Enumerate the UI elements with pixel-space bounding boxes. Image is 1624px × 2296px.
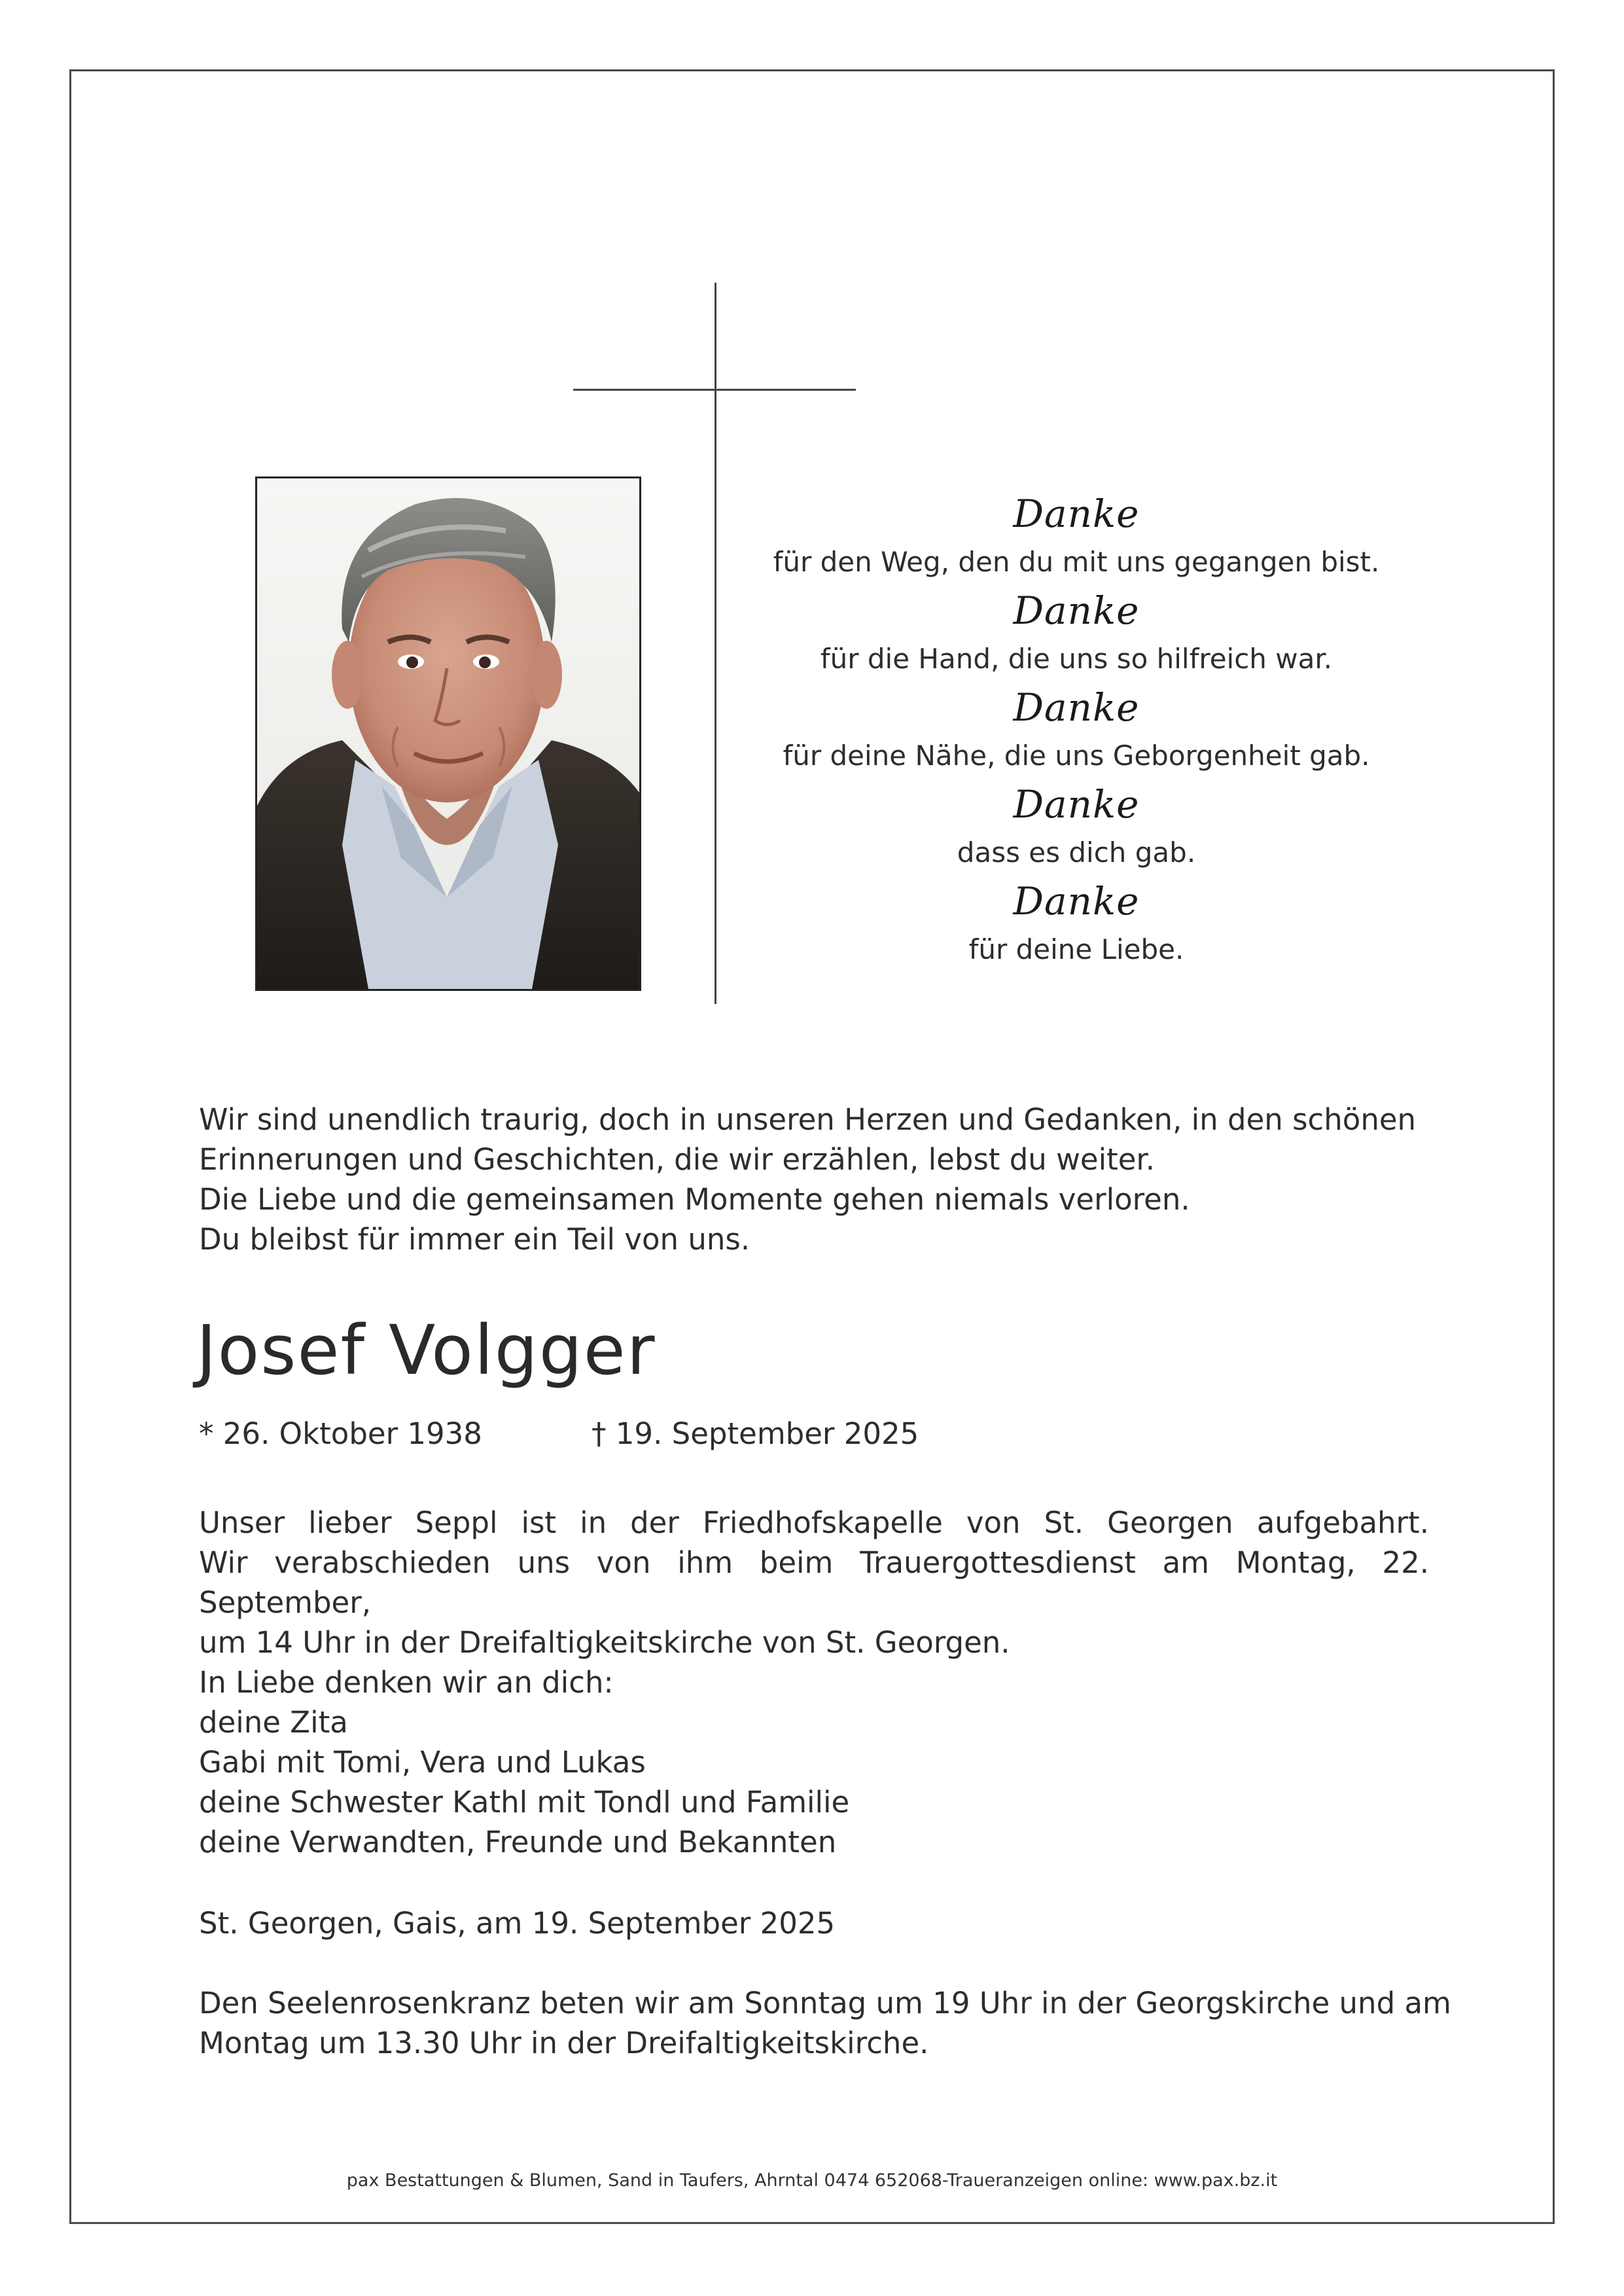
intro-line: Wir sind unendlich traurig, doch in unseren Herzen und Gedanken, in den schönen [199, 1102, 1417, 1137]
danke-heading: Danke [1013, 588, 1140, 633]
notice-line: um 14 Uhr in der Dreifaltigkeitskirche von St. Georgen. [199, 1625, 1010, 1660]
birth-date: * 26. Oktober 1938 [199, 1416, 482, 1451]
place-and-date [199, 1903, 1429, 1943]
thanks-line: dass es dich gab. [957, 836, 1196, 869]
rosary-notice [199, 1983, 1451, 2063]
rosary-line: Montag um 13.30 Uhr in der Dreifaltigkeitskirche. [199, 2026, 929, 2060]
notice-line: Wir verabschieden uns von ihm beim Trauergottesdienst am Montag, 22. September, [199, 1545, 1429, 1620]
cross-horizontal-bar [573, 389, 856, 391]
danke-heading: Danke [1013, 782, 1140, 827]
family-line: Gabi mit Tomi, Vera und Lukas [199, 1745, 646, 1780]
footer-imprint: pax Bestattungen & Blumen, Sand in Taufers, Ahrntal 0474 652068-Traueranzeigen online: www.pax.bz.it [346, 2170, 1278, 2191]
family-line: deine Schwester Kathl mit Tondl und Familie [199, 1785, 850, 1820]
death-date: † 19. September 2025 [591, 1416, 919, 1451]
danke-heading: Danke [1013, 492, 1140, 536]
family-line: deine Verwandten, Freunde und Bekannten [199, 1825, 837, 1859]
thanks-line: für die Hand, die uns so hilfreich war. [820, 643, 1333, 675]
intro-line: Du bleibst für immer ein Teil von uns. [199, 1222, 750, 1257]
thanks-line: für deine Liebe. [968, 933, 1184, 965]
danke-heading: Danke [1013, 685, 1140, 730]
place-line: St. Georgen, Gais, am 19. September 2025 [199, 1906, 836, 1941]
intro-line: Die Liebe und die gemeinsamen Momente gehen niemals verloren. [199, 1182, 1190, 1217]
thanks-poem [752, 490, 1400, 974]
family-line: In Liebe denken wir an dich: [199, 1665, 614, 1700]
intro-paragraph [199, 1100, 1429, 1259]
deceased-name: Josef Volgger [196, 1310, 656, 1390]
funeral-notice [199, 1503, 1429, 1662]
notice-line: Unser lieber Seppl ist in der Friedhofskapelle von St. Georgen aufgebahrt. [199, 1505, 1429, 1540]
portrait-photo [255, 476, 641, 991]
rosary-line: Den Seelenrosenkranz beten wir am Sonntag um 19 Uhr in der Georgskirche und am [199, 1986, 1451, 2020]
danke-heading: Danke [1013, 879, 1140, 924]
thanks-line: für deine Nähe, die uns Geborgenheit gab. [783, 740, 1370, 772]
cross-vertical-bar [715, 283, 716, 1004]
intro-line: Erinnerungen und Geschichten, die wir erzählen, lebst du weiter. [199, 1142, 1156, 1177]
thanks-line: für den Weg, den du mit uns gegangen bist. [773, 546, 1380, 578]
family-list [199, 1662, 1429, 1862]
family-line: deine Zita [199, 1705, 348, 1740]
